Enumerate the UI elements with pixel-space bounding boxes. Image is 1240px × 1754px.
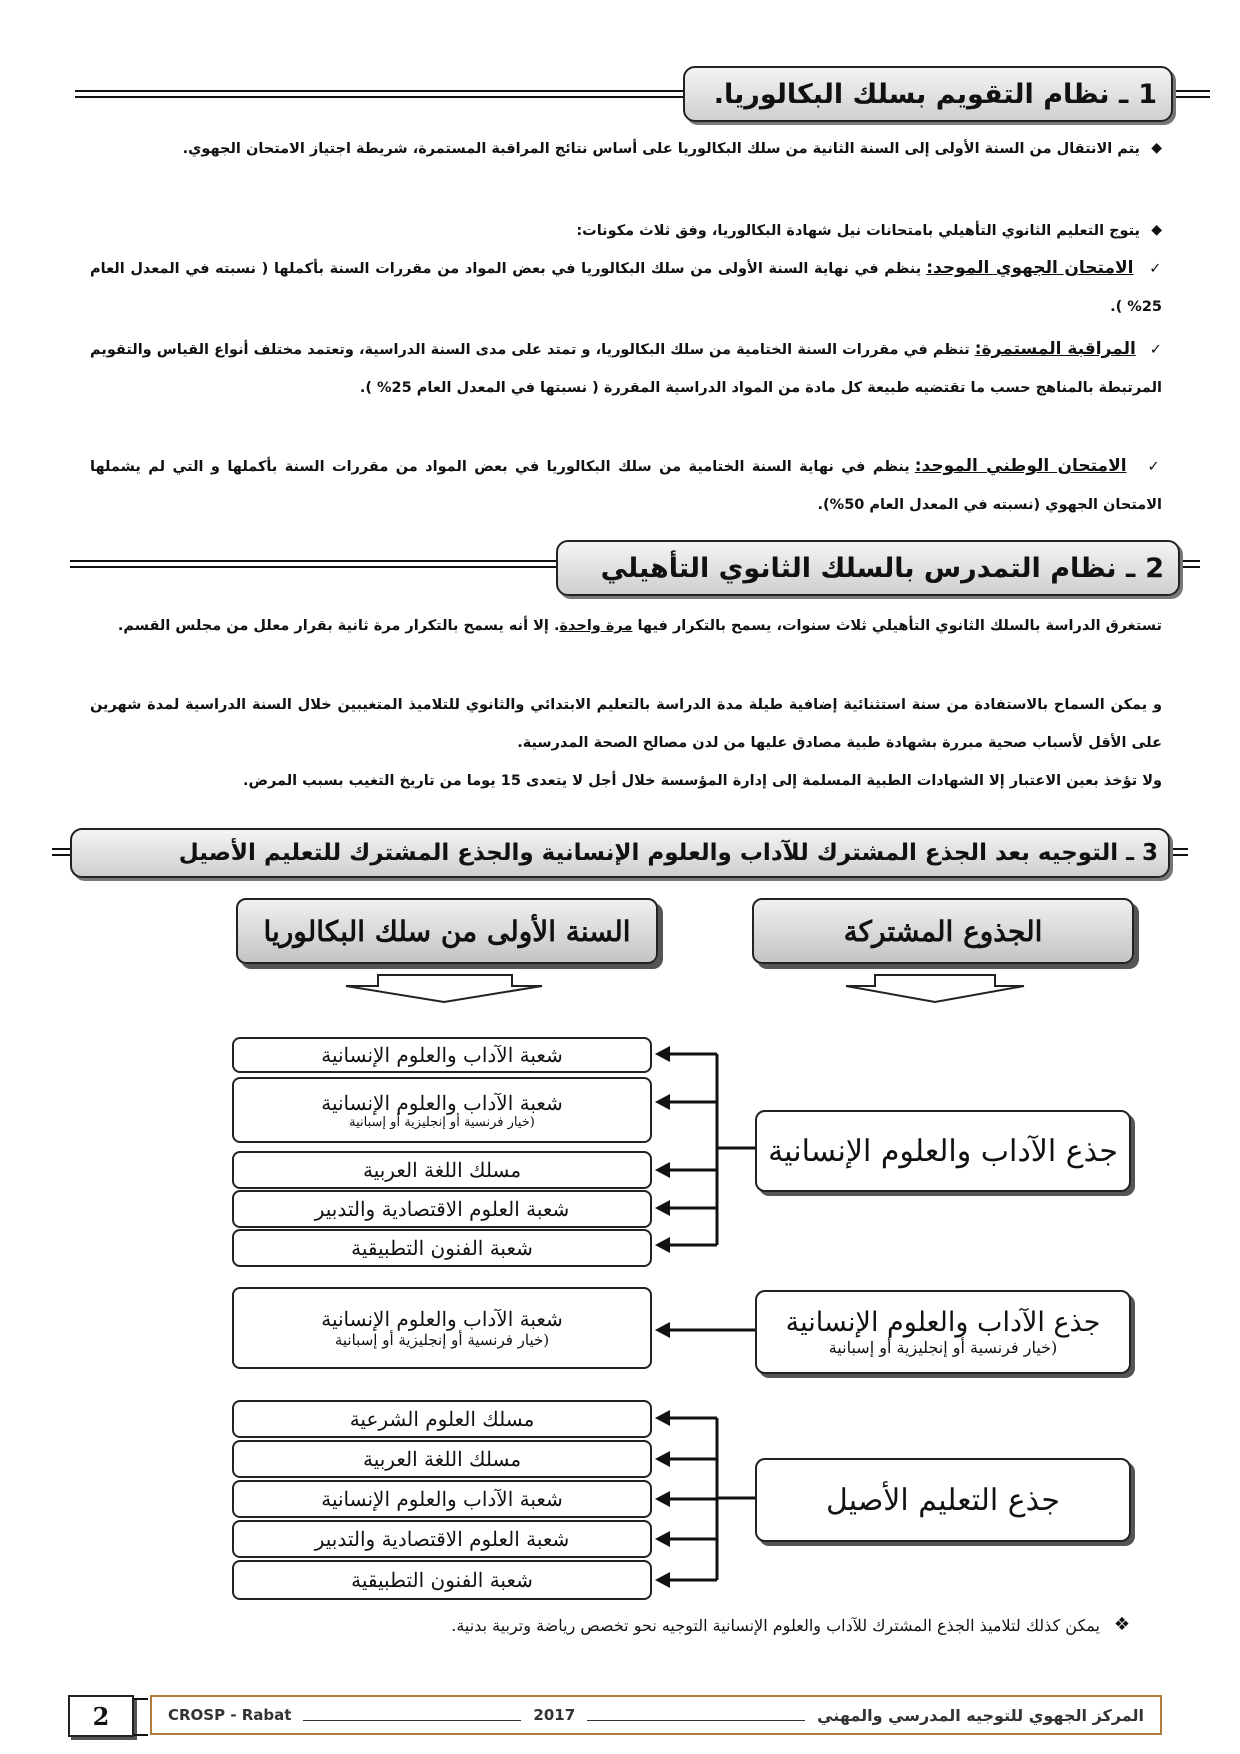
item1-text: ينظم في نهاية السنة الأولى من سلك البكالوريا في بعض المواد من مقررات السنة بأكملها ( نسبته في المعدل العام 25% ). [90, 261, 1162, 315]
track-original-education: جذع التعليم الأصيل [755, 1458, 1131, 1542]
arrow-left-icon [655, 1451, 670, 1467]
item3-label: الامتحان الوطني الموحد: [914, 456, 1127, 476]
section2-p3: ولا تؤخذ بعين الاعتبار إلا الشهادات الطبية المسلمة إلى إدارة المؤسسة خلال أجل لا يتعدى 15 يوما من تاريخ التغيب بسبب المرض. [242, 773, 1162, 789]
option-box: شعبة الآداب والعلوم الإنسانية [232, 1480, 652, 1518]
first-bac-year-header: السنة الأولى من سلك البكالوريا [236, 898, 658, 964]
arrow-left-icon [655, 1410, 670, 1426]
footer-rule [587, 1720, 805, 1721]
page-number: 2 [92, 1701, 110, 1731]
option-box: مسلك اللغة العربية [232, 1151, 652, 1189]
section1-title: ـ نظام التقويم بسلك البكالوريا. [713, 78, 1129, 110]
option-box: شعبة الآداب والعلوم الإنسانية [232, 1037, 652, 1073]
section2-number: 2 [1145, 552, 1164, 584]
check-icon: ✓ [1126, 459, 1162, 475]
arrow-left-icon [655, 1572, 670, 1588]
arrow-left-icon [655, 1237, 670, 1253]
track-letters-humanities-options: جذع الآداب والعلوم الإنسانية (خيار فرنسية أو إنجليزية أو إسبانية [755, 1290, 1131, 1374]
common-cores-header: الجذوع المشتركة [752, 898, 1134, 964]
footer-year: 2017 [533, 1706, 576, 1724]
note-bullet-icon: ❖ [1113, 1614, 1130, 1635]
section2-p2: و يمكن السماح بالاستفادة من سنة استثنائية إضافية طيلة مدة الدراسة بالتعليم الابتدائي والثانوي للتلاميذ المتغيبين خلال السنة الدراسية لمدة شهرين على الأقل لأسباب صحية مبررة بشهادة طبية مصادق عليها من لدن مصالح الصحة المدرسية. [90, 697, 1162, 751]
option-box: شعبة الآداب والعلوم الإنسانية (خيار فرنسية أو إنجليزية أو إسبانية [232, 1287, 652, 1369]
section2-p1: تستغرق الدراسة بالسلك الثانوي التأهيلي ثلاث سنوات، يسمح بالتكرار فيها مرة واحدة. إلا أنه يسمح بالتكرار مرة ثانية بقرار معلل من مجلس القسم. [117, 618, 1162, 634]
option-box: شعبة الآداب والعلوم الإنسانية (خيار فرنسية أو إنجليزية أو إسبانية [232, 1077, 652, 1143]
section1-bullet2: يتوج التعليم الثانوي التأهيلي بامتحانات نيل شهادة البكالوريا، وفق ثلاث مكونات: [576, 223, 1140, 239]
section1-number: 1 [1138, 78, 1157, 110]
track-letters-humanities: جذع الآداب والعلوم الإنسانية [755, 1110, 1131, 1192]
footer-lines-icon [134, 1698, 148, 1736]
section3-number: 3 [1141, 840, 1158, 866]
check-icon: ✓ [1133, 261, 1162, 277]
diamond-bullet-icon: ◆ [1151, 222, 1162, 238]
arrow-left-icon [655, 1200, 670, 1216]
section2-title: ـ نظام التمدرس بالسلك الثانوي التأهيلي [600, 552, 1136, 584]
footer-rule [303, 1720, 521, 1721]
option-box: شعبة الفنون التطبيقية [232, 1560, 652, 1600]
arrow-left-icon [655, 1094, 670, 1110]
arrow-left-icon [655, 1531, 670, 1547]
diamond-bullet-icon: ◆ [1151, 140, 1162, 156]
item1-label: الامتحان الجهوي الموحد: [926, 258, 1134, 278]
option-box: شعبة الفنون التطبيقية [232, 1229, 652, 1267]
item2-label: المراقبة المستمرة: [974, 339, 1136, 359]
arrow-left-icon [655, 1491, 670, 1507]
note-text: يمكن كذلك لتلاميذ الجذع المشترك للآداب والعلوم الإنسانية التوجيه نحو تخصص رياضة وتربية بدنية. [451, 1616, 1100, 1635]
down-arrow-icon [346, 975, 542, 1002]
footer-code: CROSP - Rabat [167, 1706, 292, 1724]
option-box: شعبة العلوم الاقتصادية والتدبير [232, 1190, 652, 1228]
item2-text: تنظم في مقررات السنة الختامية من سلك البكالوريا، و تمتد على مدى السنة الدراسية، وتعتمد مختلف أنواع القياس والتقويم المرتبطة بالمناهج حسب ما تقتضيه طبيعة كل مادة من المواد الدراسية المقررة ( نسبتها في المعدل العام 25% ). [90, 342, 1162, 396]
option-box: مسلك العلوم الشرعية [232, 1400, 652, 1438]
arrow-left-icon [655, 1162, 670, 1178]
check-icon: ✓ [1135, 342, 1162, 358]
option-box: شعبة العلوم الاقتصادية والتدبير [232, 1520, 652, 1558]
once-underlined: مرة واحدة [559, 618, 633, 634]
footer-bar [150, 1695, 1162, 1735]
section3-title: ـ التوجيه بعد الجذع المشترك للآداب والعلوم الإنسانية والجذع المشترك للتعليم الأصيل [178, 840, 1134, 866]
option-box: مسلك اللغة العربية [232, 1440, 652, 1478]
footer-org: المركز الجهوي للتوجيه المدرسي والمهني [817, 1705, 1144, 1725]
section1-bullet1: يتم الانتقال من السنة الأولى إلى السنة الثانية من سلك البكالوريا على أساس نتائج المراقبة المستمرة، شريطة اجتياز الامتحان الجهوي. [182, 141, 1140, 157]
arrow-left-icon [655, 1322, 670, 1338]
arrow-left-icon [655, 1046, 670, 1062]
page-number-box [68, 1695, 134, 1737]
item3-text: ينظم في نهاية السنة الختامية من سلك البكالوريا في بعض المواد من مقررات السنة بأكملها و التي لم يشملها الامتحان الجهوي (نسبته في المعدل العام 50%). [90, 459, 1162, 513]
down-arrow-icon [846, 975, 1024, 1002]
